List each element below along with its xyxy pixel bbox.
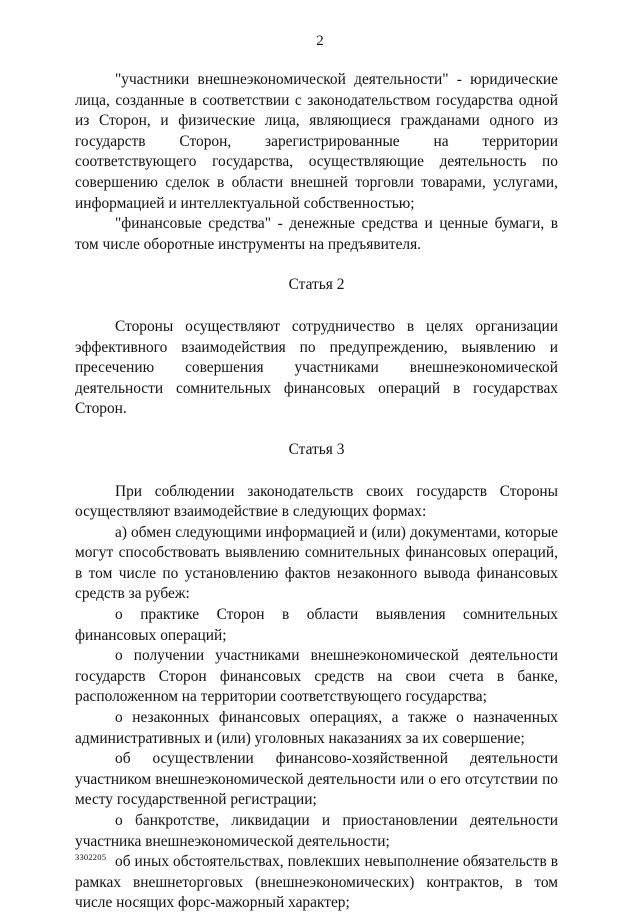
document-code: 3302205 xyxy=(75,852,107,862)
list-item: о незаконных финансовых операциях, а также о назначенных административных и (или) уголовных наказаниях за их совершение; xyxy=(75,709,558,747)
list-item: об иных обстоятельствах, повлекших невыполнение обязательств в рамках внешнеторговых (внешнеэкономических) контрактов, в том числе носящих форс-мажорный характер; xyxy=(75,853,558,912)
page-number: 2 xyxy=(316,33,324,49)
list-item: о банкротстве, ликвидации и приостановлении деятельности участника внешнеэкономической деятельности; xyxy=(75,812,558,850)
definition-paragraph: "финансовые средства" - денежные средства и ценные бумаги, в том числе оборотные инструменты на предъявителя. xyxy=(75,215,558,253)
list-item: а) обмен следующими информацией и (или) документами, которые могут способствовать выявлению сомнительных финансовых операций, в том числе по установлению фактов незаконного вывода финансовых средств за рубеж: xyxy=(75,523,558,603)
article-heading: Статья 2 xyxy=(288,276,345,294)
article-heading: Статья 3 xyxy=(288,440,345,458)
document-body xyxy=(75,70,558,914)
list-item: о получении участниками внешнеэкономической деятельности государств Сторон финансовых средств на свои счета в банке, расположенном на территории соответствующего государства; xyxy=(75,647,558,706)
definition-paragraph: "участники внешнеэкономической деятельности" - юридические лица, созданные в соответствии с законодательством государства одной из Сторон, и физические лица, являющиеся гражданами одного из государств Сторон, зарегистрированные на территории соответствующего государства, осуществляющие деятельность по совершению сделок в области внешней торговли товарами, услугами, информацией и интеллектуальной собственностью; xyxy=(75,71,558,212)
article-paragraph: При соблюдении законодательств своих государств Стороны осуществляют взаимодействие в следующих формах: xyxy=(75,482,558,521)
list-item: о практике Сторон в области выявления сомнительных финансовых операций; xyxy=(75,606,558,644)
list-item: об осуществлении финансово-хозяйственной деятельности участником внешнеэкономической деятельности или о его отсутствии по месту государственной регистрации; xyxy=(75,750,558,809)
article-paragraph: Стороны осуществляют сотрудничество в целях организации эффективного взаимодействия по предупреждению, выявлению и пресечению совершения участниками внешнеэкономической деятельности сомнительных финансовых операций в государствах Сторон. xyxy=(75,317,558,418)
